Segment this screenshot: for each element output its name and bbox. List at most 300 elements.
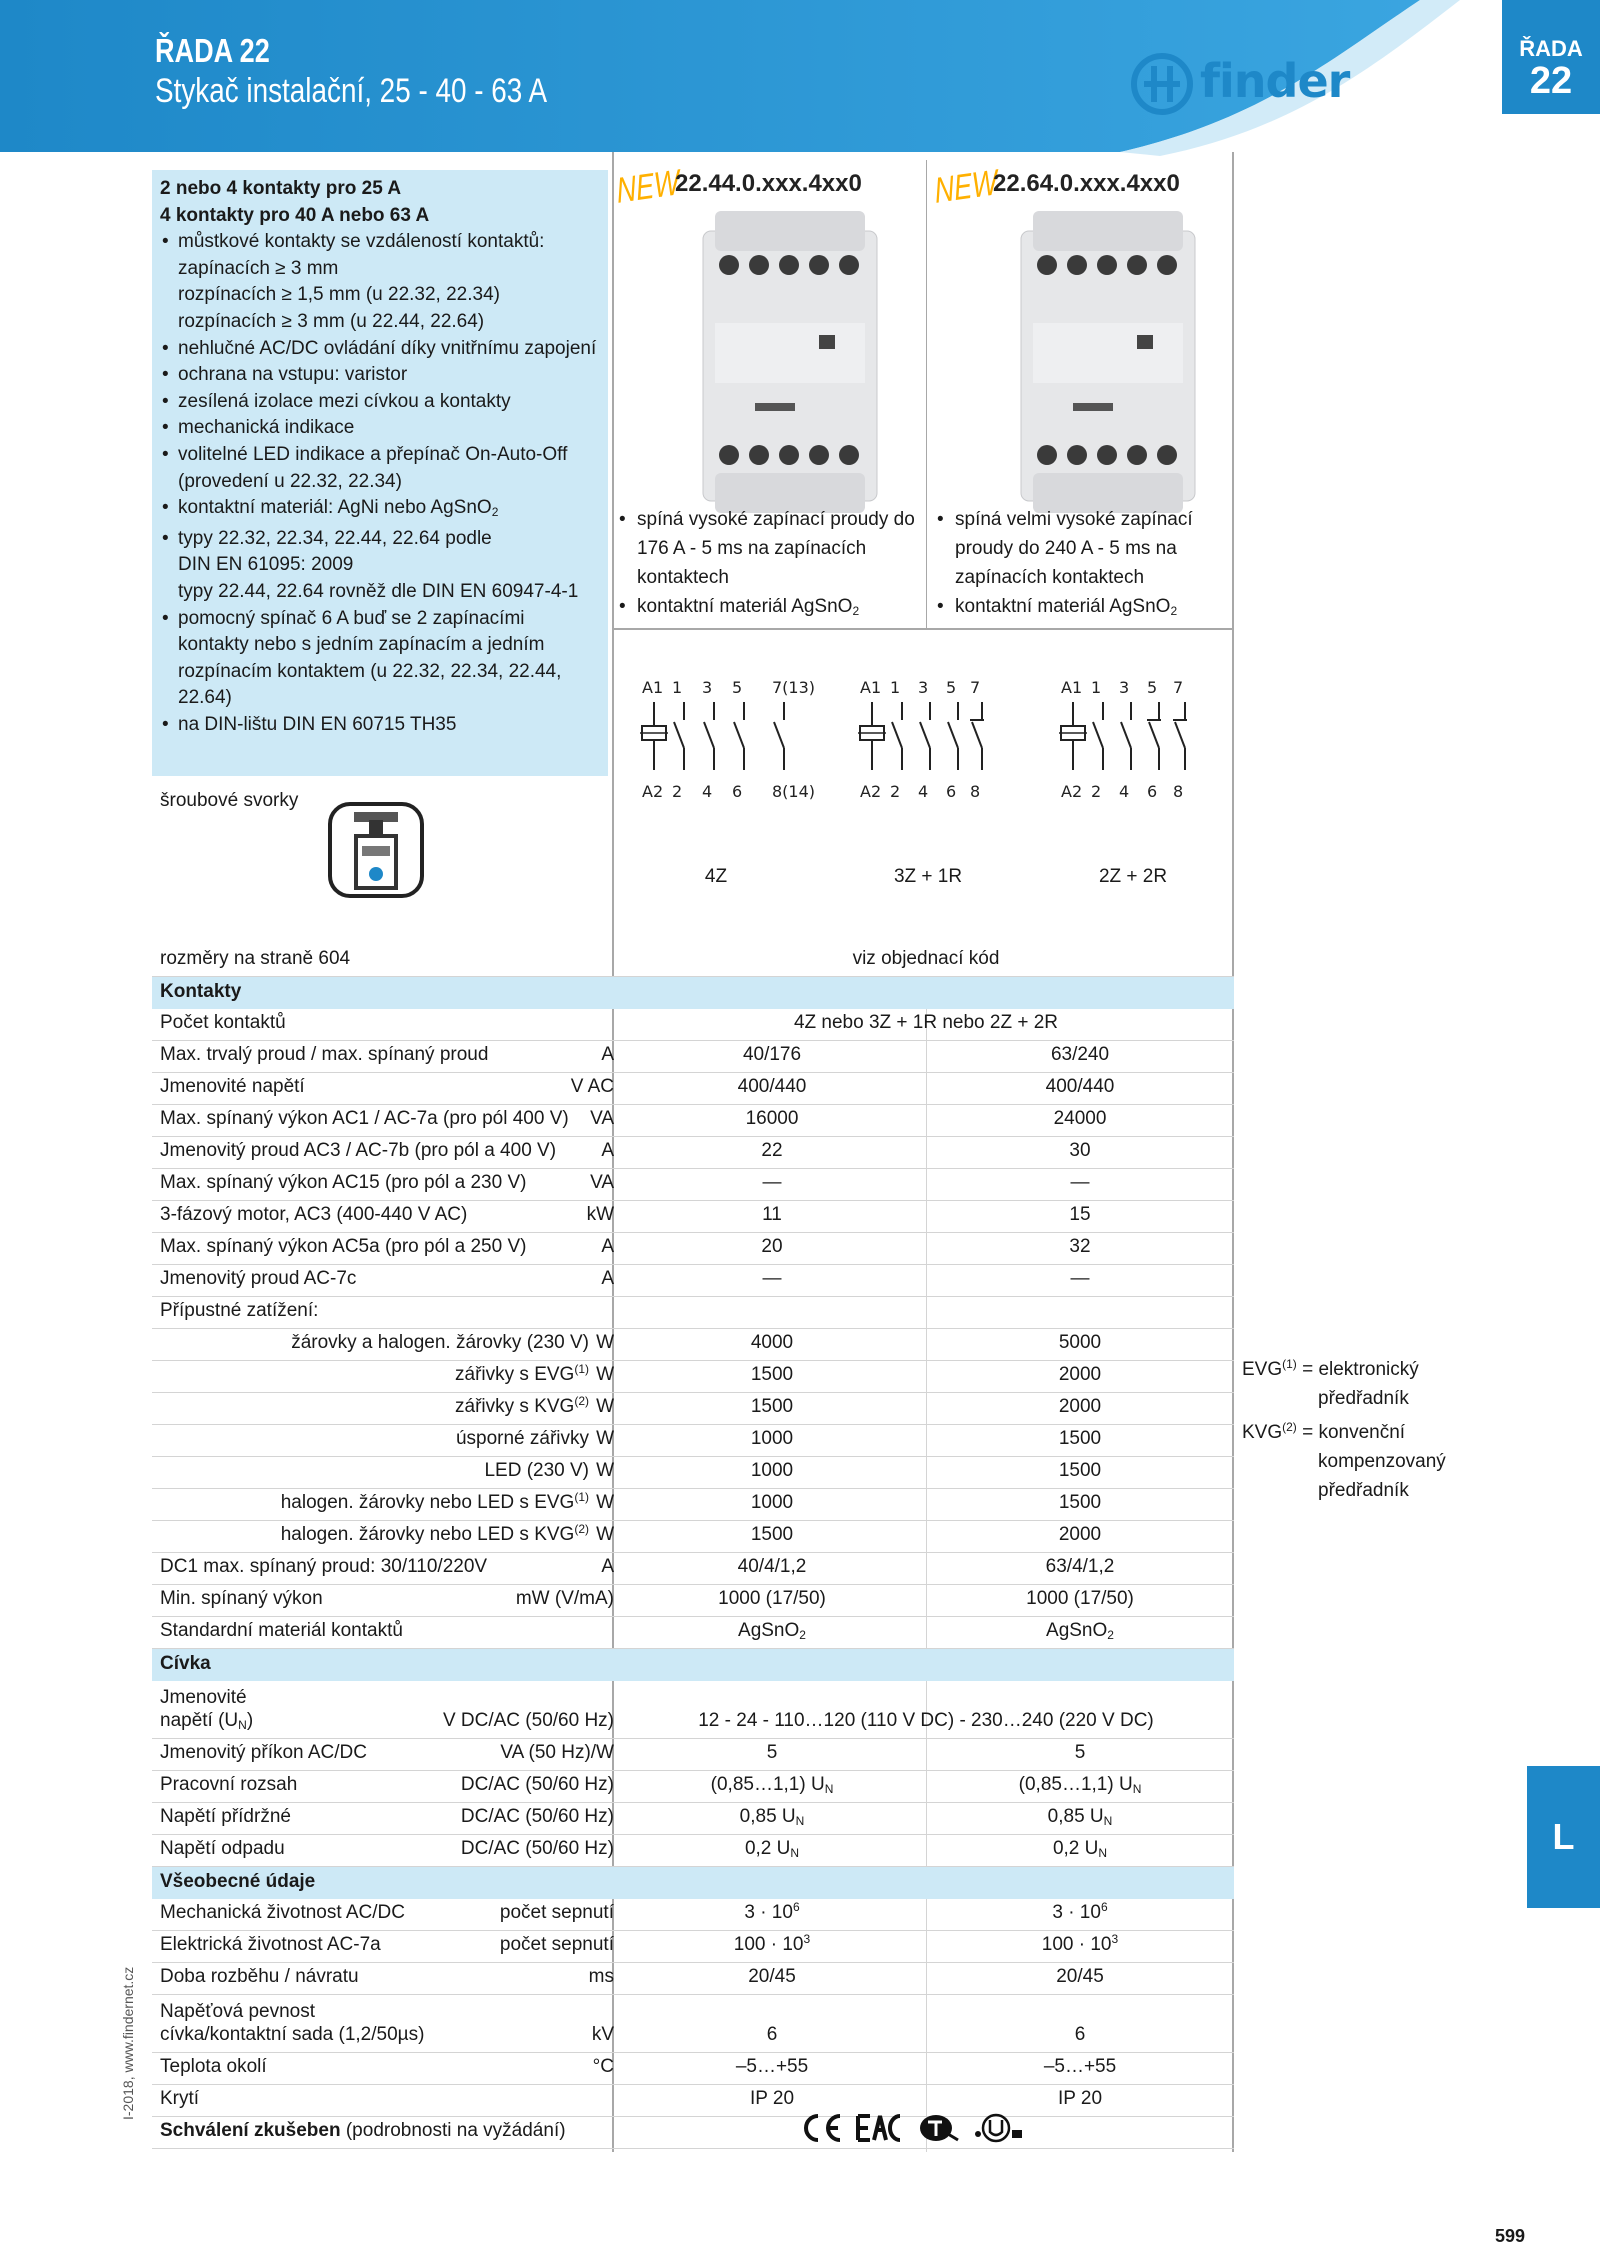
product-bullet-text: spíná velmi vysoké zapínací proudy do 240 A - 5 ms na zapínacích kontaktech <box>955 509 1193 588</box>
section-general <box>152 1867 1234 1899</box>
row-label: Mechanická životnost AC/DC <box>160 1902 405 1923</box>
product-bullet <box>617 592 917 626</box>
contactor-photo <box>695 203 885 523</box>
screw-terminal-icon <box>326 800 426 900</box>
feature-item <box>160 526 600 606</box>
pct-mark-icon <box>920 2115 958 2141</box>
row-label: Cívka <box>160 1653 211 1674</box>
value-22-44: 1000 <box>750 1460 794 1481</box>
feature-text: pomocný spínač 6 A buď se 2 zapínacími kontakty nebo s jedním zapínacím a jedním rozpínacím kontaktem (u 22.32, 22.34, 22.44, 22.64) <box>178 607 562 709</box>
value-22-64: 15 <box>1069 1204 1091 1225</box>
value-22-44: 400/440 <box>737 1076 807 1097</box>
value-22-44: 1000 <box>750 1428 794 1449</box>
row-label: halogen. žárovky nebo LED s KVG$^{(2)}$ <box>280 1522 589 1545</box>
feature-item <box>160 362 600 389</box>
wiring-diagram-4z <box>636 670 836 810</box>
row-label: zářivky s KVG$^{(2)}$ <box>455 1394 589 1417</box>
value-22-44: $3 \cdot 10^6$ <box>744 1900 800 1923</box>
value-22-64: — <box>1070 1268 1090 1289</box>
subscript: 2 <box>852 604 860 618</box>
page-subtitle: Stykač instalační, 25 - 40 - 63 A <box>155 72 548 110</box>
feature-item <box>160 415 600 442</box>
value-22-64: AgSnO2 <box>1046 1620 1114 1642</box>
value-22-44: — <box>762 1268 782 1289</box>
value-22-44: 6 <box>766 2024 778 2045</box>
value-22-64: 0,2 UN <box>1052 1838 1108 1860</box>
wiring-diagram-3z1r <box>856 670 1056 810</box>
value-22-44: 20/45 <box>748 1966 796 1987</box>
terminal-label-top: 5 <box>1147 678 1158 697</box>
terminal-type-label: šroubové svorky <box>160 790 299 811</box>
product-bullet <box>617 505 917 592</box>
eac-mark-icon <box>858 2116 900 2140</box>
row-label: Jmenovitý příkon AC/DC <box>160 1742 367 1763</box>
value-22-64: 5 <box>1074 1742 1086 1763</box>
legend <box>1242 1350 1446 1505</box>
superscript: (2) <box>1282 1420 1297 1434</box>
row-label: Max. trvalý proud / max. spínaný proud <box>160 1044 489 1065</box>
value-22-44: 22 <box>761 1140 783 1161</box>
legend-continuation: předřadník <box>1318 1388 1409 1409</box>
wiring-symbol <box>856 700 1056 780</box>
wiring-caption: 4Z <box>704 866 728 887</box>
subscript: N <box>238 1718 247 1732</box>
section-contacts <box>152 977 1234 1009</box>
product-bullet <box>935 505 1235 592</box>
terminal-label-bottom: 6 <box>732 782 743 801</box>
feature-text: ochrana na vstupu: varistor <box>178 364 408 386</box>
feature-list <box>160 229 600 738</box>
finder-logo-icon <box>1130 52 1194 116</box>
bullet: • <box>937 509 944 530</box>
value-22-64: 2000 <box>1058 1396 1102 1417</box>
table-row <box>152 1521 1234 1553</box>
bullet: • <box>619 596 626 617</box>
table-row <box>152 1617 1234 1649</box>
row-label: Jmenovitý proud AC-7c <box>160 1268 357 1289</box>
bullet: • <box>162 337 169 359</box>
terminal-label-bottom: A2 <box>1061 782 1083 801</box>
terminal-label-bottom: 8(14) <box>772 782 816 801</box>
value-22-64: (0,85…1,1) UN <box>1018 1774 1142 1796</box>
row-label: Počet kontaktů <box>160 1012 286 1033</box>
feature-subline: zapínacích ≥ 3 mm <box>178 257 339 279</box>
product-bullet-text: kontaktní materiál AgSnO2 <box>955 596 1178 618</box>
bullet: • <box>162 231 169 253</box>
legend-continuation: předřadník <box>1318 1480 1409 1501</box>
row-unit: V DC/AC (50/60 Hz) <box>442 1710 614 1731</box>
row-label: Elektrická životnost AC-7a <box>160 1934 381 1955</box>
row-label: Všeobecné údaje <box>160 1871 316 1892</box>
row-unit: W <box>596 1524 614 1545</box>
bullet: • <box>162 364 169 386</box>
row-unit: A <box>601 1268 614 1289</box>
bullet: • <box>162 390 169 412</box>
terminal-label-bottom: A2 <box>642 782 664 801</box>
terminal-label-top: 5 <box>732 678 743 697</box>
table-row <box>152 2053 1234 2085</box>
table-row <box>152 1265 1234 1297</box>
table-row <box>152 1681 1234 1739</box>
superscript: (1) <box>1282 1357 1297 1371</box>
features-box <box>152 170 608 776</box>
row-unit: počet sepnutí <box>499 1902 614 1923</box>
terminal-label-top: A1 <box>1061 678 1083 697</box>
row-unit: kW <box>586 1204 614 1225</box>
table-row <box>152 1009 1234 1041</box>
series-number: 22 <box>1529 60 1573 102</box>
row-label: Standardní materiál kontaktů <box>160 1620 403 1641</box>
row-label-top: Napěťová pevnost <box>160 2001 316 2022</box>
value-22-64: 30 <box>1069 1140 1091 1161</box>
value-22-64: 20/45 <box>1056 1966 1104 1987</box>
subscript: N <box>1098 1846 1108 1860</box>
terminal-label-top: 7 <box>1173 678 1184 697</box>
value-22-44: 1500 <box>750 1364 794 1385</box>
value-22-44: 20 <box>761 1236 783 1257</box>
feature-text: zesílená izolace mezi cívkou a kontakty <box>178 390 511 412</box>
row-label: 3-fázový motor, AC3 (400-440 V AC) <box>160 1204 468 1225</box>
feature-subline: rozpínacích ≥ 1,5 mm (u 22.32, 22.34) <box>178 284 500 306</box>
superscript: 6 <box>792 1900 800 1914</box>
new-badge: NEW <box>933 161 999 211</box>
terminal-label-bottom: 4 <box>1119 782 1130 801</box>
series-tab <box>1502 0 1600 114</box>
row-unit: DC/AC (50/60 Hz) <box>460 1774 614 1795</box>
row-label: Schválení zkušeben (podrobnosti na vyžádání) <box>160 2120 566 2141</box>
row-label: rozměry na straně 604 <box>160 948 351 969</box>
value-22-44: 11 <box>762 1204 782 1225</box>
row-label: Max. spínaný výkon AC1 / AC-7a (pro pól 400 V) <box>160 1108 569 1129</box>
row-unit: ms <box>588 1966 614 1987</box>
value-22-44: 1500 <box>750 1396 794 1417</box>
value-22-44: 40/176 <box>742 1044 802 1065</box>
row-label: Jmenovité napětí <box>160 1076 305 1097</box>
row-divider <box>612 628 1234 630</box>
terminal-label-top: A1 <box>642 678 664 697</box>
section-tab: L <box>1527 1766 1600 1908</box>
approval-marks <box>796 2110 1056 2146</box>
feature-text: na DIN-lištu DIN EN 60715 TH35 <box>178 713 457 735</box>
terminal-label-top: 3 <box>702 678 713 697</box>
value-22-44: $100 \cdot 10^3$ <box>733 1932 811 1955</box>
page-title: ŘADA 22 <box>155 32 270 69</box>
value-22-64: 24000 <box>1053 1108 1107 1129</box>
row-label: napětí (UN) <box>160 1710 254 1732</box>
subscript: N <box>1132 1782 1142 1796</box>
value-22-44: 1500 <box>750 1524 794 1545</box>
terminal-label-bottom: A2 <box>860 782 882 801</box>
cul-us-mark-icon <box>975 2115 1022 2141</box>
table-row <box>152 1803 1234 1835</box>
value-22-64: 2000 <box>1058 1364 1102 1385</box>
product-bullet-text: spíná vysoké zapínací proudy do 176 A - 5 ms na zapínacích kontaktech <box>637 509 915 588</box>
row-unit: A <box>601 1044 614 1065</box>
terminal-label-top: 3 <box>918 678 929 697</box>
new-badge: NEW <box>615 161 681 211</box>
bullet: • <box>937 596 944 617</box>
subscript: N <box>1103 1814 1113 1828</box>
row-label: Min. spínaný výkon <box>160 1588 323 1609</box>
superscript: (1) <box>574 1362 589 1376</box>
table-row <box>152 2085 1234 2117</box>
wiring-diagram-2z2r <box>1055 670 1255 810</box>
table-row <box>152 1073 1234 1105</box>
table-row <box>152 1963 1234 1995</box>
value-22-44: 1000 <box>750 1492 794 1513</box>
feature-item <box>160 495 600 526</box>
terminal-label-bottom: 4 <box>918 782 929 801</box>
row-label: Pracovní rozsah <box>160 1774 298 1795</box>
table-row <box>152 1457 1234 1489</box>
row-value-span: viz objednací kód <box>852 948 1000 969</box>
product-22-64 <box>933 161 1233 625</box>
row-unit: W <box>596 1492 614 1513</box>
row-label-bold: Schválení zkušeben <box>160 2120 341 2141</box>
feature-heading: 2 nebo 4 kontakty pro 25 A <box>160 178 402 199</box>
row-unit: W <box>596 1364 614 1385</box>
superscript: 3 <box>1111 1932 1119 1946</box>
value-22-64: 2000 <box>1058 1524 1102 1545</box>
value-22-64: 5000 <box>1058 1332 1102 1353</box>
table-row <box>152 1931 1234 1963</box>
wiring-symbol <box>636 700 836 780</box>
legend-entry: $KVG^{(2)}$ = konvenční <box>1242 1420 1406 1443</box>
row-label: úsporné zářivky <box>455 1428 589 1449</box>
row-label: halogen. žárovky nebo LED s EVG$^{(1)}$ <box>280 1490 589 1513</box>
row-label: Jmenovitý proud AC3 / AC-7b (pro pól a 400 V) <box>160 1140 557 1161</box>
value-22-64: 1500 <box>1058 1492 1102 1513</box>
value-22-44: 0,85 UN <box>739 1806 805 1828</box>
table-row <box>152 1489 1234 1521</box>
feature-text: můstkové kontakty se vzdáleností kontaktů: <box>178 231 545 253</box>
row-value-span: 4Z nebo 3Z + 1R nebo 2Z + 2R <box>793 1012 1059 1033</box>
value-22-64: IP 20 <box>1057 2088 1103 2109</box>
product-bullets <box>935 505 1235 626</box>
dimensions-row <box>152 945 1234 977</box>
row-label: Napětí přídržné <box>160 1806 291 1827</box>
row-unit: W <box>596 1396 614 1417</box>
table-row <box>152 1201 1234 1233</box>
terminal-label-bottom: 4 <box>702 782 713 801</box>
value-22-64: 63/4/1,2 <box>1045 1556 1115 1577</box>
wiring-caption: 2Z + 2R <box>1098 866 1168 887</box>
row-unit: °C <box>592 2056 614 2077</box>
bullet: • <box>619 509 626 530</box>
terminal-label-bottom: 6 <box>946 782 957 801</box>
value-22-44: IP 20 <box>749 2088 795 2109</box>
table-row <box>152 1425 1234 1457</box>
row-unit: A <box>601 1140 614 1161</box>
value-22-64: 32 <box>1069 1236 1091 1257</box>
row-label: Přípustné zatížení: <box>160 1300 319 1321</box>
footer-vertical-text: I-2018, www.findernet.cz <box>120 1966 136 2120</box>
feature-item <box>160 229 600 335</box>
page-number: 599 <box>1495 2226 1526 2246</box>
feature-text: volitelné LED indikace a přepínač On-Auto-Off (provedení u 22.32, 22.34) <box>178 443 568 492</box>
brand-name: finder <box>1200 54 1350 108</box>
row-label: Max. spínaný výkon AC15 (pro pól a 230 V) <box>160 1172 527 1193</box>
value-22-64: 63/240 <box>1050 1044 1110 1065</box>
value-22-44: 16000 <box>745 1108 799 1129</box>
feature-item <box>160 389 600 416</box>
value-22-44: –5…+55 <box>735 2056 809 2077</box>
row-label: LED (230 V) <box>484 1460 589 1481</box>
row-unit: VA <box>590 1108 614 1129</box>
ce-mark-icon <box>806 2116 840 2140</box>
value-22-44: 5 <box>766 1742 778 1763</box>
finder-logo <box>1130 52 1370 120</box>
table-row <box>152 1739 1234 1771</box>
terminal-label-bottom: 2 <box>890 782 901 801</box>
value-22-44: — <box>762 1172 782 1193</box>
feature-text: kontaktní materiál: AgNi nebo AgSnO2 <box>178 497 499 520</box>
value-22-64: $3 \cdot 10^6$ <box>1052 1900 1108 1923</box>
subscript: 2 <box>1170 604 1178 618</box>
section-coil <box>152 1649 1234 1681</box>
superscript: (2) <box>574 1522 589 1536</box>
row-label: Krytí <box>160 2088 200 2109</box>
product-bullet-text: kontaktní materiál AgSnO2 <box>637 596 860 618</box>
terminal-label-top: A1 <box>860 678 882 697</box>
subscript: N <box>790 1846 800 1860</box>
column-divider <box>926 160 927 630</box>
feature-text: nehlučné AC/DC ovládání díky vnitřnímu zapojení <box>178 337 597 359</box>
feature-heading: 4 kontakty pro 40 A nebo 63 A <box>160 204 430 226</box>
table-row <box>152 1835 1234 1867</box>
superscript: 3 <box>803 1932 811 1946</box>
contactor-photo <box>1013 203 1203 523</box>
row-unit: mW (V/mA) <box>515 1588 614 1609</box>
feature-text: mechanická indikace <box>178 417 355 439</box>
bullet: • <box>162 497 169 519</box>
row-unit: W <box>596 1460 614 1481</box>
superscript: (2) <box>574 1394 589 1408</box>
table-row <box>152 1169 1234 1201</box>
terminal-label-top: 5 <box>946 678 957 697</box>
series-label: ŘADA <box>1519 36 1583 61</box>
row-unit: DC/AC (50/60 Hz) <box>460 1806 614 1827</box>
feature-item <box>160 712 600 739</box>
row-label: Teplota okolí <box>160 2056 267 2077</box>
table-row <box>152 1137 1234 1169</box>
row-unit: VA <box>590 1172 614 1193</box>
load-heading-row <box>152 1297 1234 1329</box>
table-row <box>152 1041 1234 1073</box>
terminal-label-bottom: 6 <box>1147 782 1158 801</box>
value-22-64: 1000 (17/50) <box>1026 1588 1134 1609</box>
terminal-label-top: 3 <box>1119 678 1130 697</box>
table-row <box>152 1361 1234 1393</box>
legend-entry: $EVG^{(1)}$ = elektronický <box>1242 1357 1419 1380</box>
product-bullets <box>617 505 917 626</box>
subscript: 2 <box>799 1628 806 1642</box>
subscript: 2 <box>491 505 499 520</box>
feature-subline: typy 22.44, 22.64 rovněž dle DIN EN 60947-4-1 <box>178 580 579 602</box>
table-row <box>152 1585 1234 1617</box>
product-bullet <box>935 592 1235 626</box>
terminal-label-bottom: 8 <box>970 782 981 801</box>
feature-text: typy 22.32, 22.34, 22.44, 22.64 podle <box>178 527 492 549</box>
value-22-64: 0,85 UN <box>1047 1806 1113 1828</box>
row-unit: V AC <box>570 1076 614 1097</box>
terminal-label-top: 1 <box>672 678 683 697</box>
row-unit: W <box>596 1428 614 1449</box>
bullet: • <box>162 417 169 439</box>
value-22-64: 1500 <box>1058 1428 1102 1449</box>
subscript: N <box>795 1814 805 1828</box>
row-label: Doba rozběhu / návratu <box>160 1966 359 1987</box>
feature-item <box>160 336 600 363</box>
product-22-44 <box>615 161 915 625</box>
terminal-label-top: 1 <box>890 678 901 697</box>
feature-subline: rozpínacích ≥ 3 mm (u 22.44, 22.64) <box>178 310 485 332</box>
row-unit: A <box>601 1556 614 1577</box>
feature-subline: DIN EN 61095: 2009 <box>178 554 354 576</box>
bullet: • <box>162 607 169 629</box>
table-row <box>152 1899 1234 1931</box>
terminal-label-top: 1 <box>1091 678 1102 697</box>
terminal-label-bottom: 8 <box>1173 782 1184 801</box>
product-code: 22.44.0.xxx.4xx0 <box>675 170 862 197</box>
wiring-symbol <box>1055 700 1255 780</box>
superscript: 6 <box>1100 1900 1108 1914</box>
wiring-caption: 3Z + 1R <box>893 866 963 887</box>
terminal-label-top: 7(13) <box>772 678 816 697</box>
subscript: N <box>824 1782 834 1796</box>
row-unit: DC/AC (50/60 Hz) <box>460 1838 614 1859</box>
subscript: 2 <box>1107 1628 1114 1642</box>
superscript: (1) <box>574 1490 589 1504</box>
value-22-64: $100 \cdot 10^3$ <box>1041 1932 1119 1955</box>
value-22-44: 40/4/1,2 <box>737 1556 807 1577</box>
row-label: zářivky s EVG$^{(1)}$ <box>455 1362 589 1385</box>
row-unit: počet sepnutí <box>499 1934 614 1955</box>
approvals-row <box>152 2117 1234 2149</box>
spec-table <box>152 945 1234 2149</box>
value-22-64: –5…+55 <box>1043 2056 1117 2077</box>
table-row <box>152 1233 1234 1265</box>
value-22-64: 400/440 <box>1045 1076 1115 1097</box>
value-22-64: — <box>1070 1172 1090 1193</box>
header-band <box>0 0 1600 160</box>
row-unit: kV <box>591 2024 614 2045</box>
value-22-64: 6 <box>1074 2024 1086 2045</box>
table-row <box>152 1771 1234 1803</box>
bullet: • <box>162 713 169 735</box>
row-label: cívka/kontaktní sada (1,2/50µs) <box>160 2024 425 2045</box>
row-label: žárovky a halogen. žárovky (230 V) <box>291 1332 589 1353</box>
bullet: • <box>162 443 169 465</box>
row-label: Kontakty <box>160 981 242 1002</box>
feature-item <box>160 606 600 712</box>
value-22-44: 4000 <box>750 1332 794 1353</box>
row-label-top: Jmenovité <box>160 1687 247 1708</box>
table-row <box>152 1393 1234 1425</box>
value-22-44: AgSnO2 <box>738 1620 806 1642</box>
row-unit: VA (50 Hz)/W <box>500 1742 614 1763</box>
legend-continuation: kompenzovaný <box>1318 1451 1446 1472</box>
terminal-label-top: 7 <box>970 678 981 697</box>
table-row <box>152 1105 1234 1137</box>
feature-item <box>160 442 600 495</box>
row-label: DC1 max. spínaný proud: 30/110/220V <box>160 1556 488 1577</box>
table-row <box>152 1553 1234 1585</box>
value-22-44: (0,85…1,1) UN <box>710 1774 834 1796</box>
row-value-span: 12 - 24 - 110…120 (110 V DC) - 230…240 (220 V DC) <box>698 1710 1154 1731</box>
row-unit: W <box>596 1332 614 1353</box>
row-label: Max. spínaný výkon AC5a (pro pól a 250 V) <box>160 1236 527 1257</box>
